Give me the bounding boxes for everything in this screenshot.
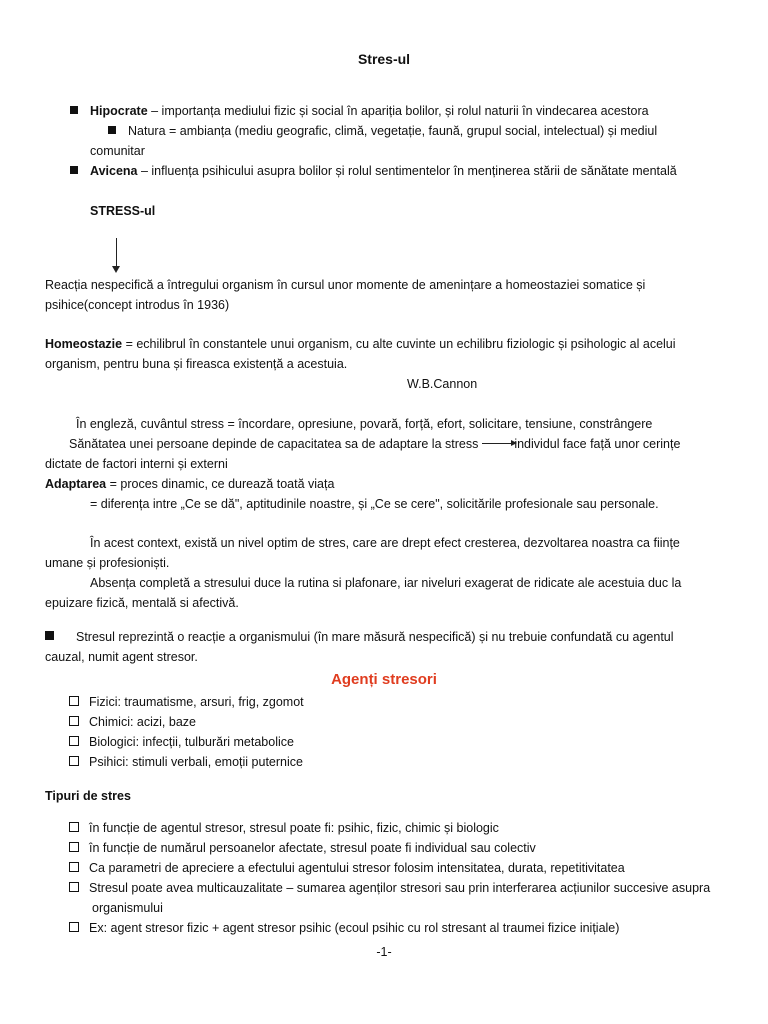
bullet-avicena: Avicena – influența psihicului asupra bolilor și rolul sentimentelor în menținerea stării de sănătate mentală: [70, 161, 677, 181]
context-line-3: Absența completă a stresului duce la rutina si plafonare, iar niveluri exagerat de ridicate ale acestuia duc la: [90, 576, 682, 590]
stress-heading: STRESS-ul: [90, 204, 156, 218]
page-title: Stres-ul: [357, 51, 411, 67]
context-line-4: epuizare fizică, mentală si afectivă.: [45, 596, 239, 610]
checkbox-bullet-icon: [69, 756, 79, 766]
arrow-right-icon: [482, 443, 512, 444]
agents-heading: Agenți stresori: [331, 671, 437, 688]
health-line-1: Sănătatea unei persoane depinde de capacitatea sa de adaptare la stress individul face față unor cerințe: [69, 437, 681, 451]
agent-item-fizici: Fizici: traumatisme, arsuri, frig, zgomot: [69, 692, 304, 712]
type-item: Ex: agent stresor fizic + agent stresor psihic (ecoul psihic cu rol stresant al traumei fizice inițiale): [69, 918, 619, 938]
reaction-line-2: psihice(concept introdus în 1936): [45, 298, 230, 312]
english-definition: În engleză, cuvântul stress = încordare, opresiune, povară, forță, efort, solicitare, tensiune, constrângere: [76, 417, 653, 431]
stress-definition-line-2: cauzal, numit agent stresor.: [45, 650, 198, 664]
bullet-natura-continued: comunitar: [90, 144, 145, 158]
checkbox-bullet-icon: [69, 862, 79, 872]
types-heading: Tipuri de stres: [45, 789, 131, 803]
bullet-natura: Natura = ambianța (mediu geografic, climă, vegetație, faună, grupul social, intelectual) și mediul: [108, 121, 657, 141]
checkbox-bullet-icon: [69, 922, 79, 932]
checkbox-bullet-icon: [69, 696, 79, 706]
type-item: în funcție de agentul stresor, stresul poate fi: psihic, fizic, chimic și biologic: [69, 818, 499, 838]
homeostasis-line-1: Homeostazie = echilibrul în constantele unui organism, cu alte cuvinte un echilibru fiziologic și psihologic al acelui: [45, 337, 676, 351]
adaptation-line-1: Adaptarea = proces dinamic, ce durează toată viața: [45, 477, 335, 491]
arrow-down-icon: [116, 238, 117, 268]
bullet-hipocrate: Hipocrate – importanța mediului fizic și social în apariția bolilor, și rolul naturii în vindecarea acestora: [70, 101, 649, 121]
type-item: Ca parametri de apreciere a efectului agentului stresor folosim intensitatea, durata, repetitivitatea: [69, 858, 625, 878]
context-line-1: În acest context, există un nivel optim de stres, care are drept efect cresterea, dezvoltarea noastra ca ființe: [90, 536, 680, 550]
agent-item-biologici: Biologici: infecții, tulburări metabolice: [69, 732, 294, 752]
page-number: -1-: [376, 945, 392, 959]
type-item: în funcție de numărul persoanelor afectate, stresul poate fi individual sau colectiv: [69, 838, 536, 858]
checkbox-bullet-icon: [69, 736, 79, 746]
checkbox-bullet-icon: [69, 882, 79, 892]
checkbox-bullet-icon: [69, 822, 79, 832]
type-item-continued: organismului: [92, 901, 163, 915]
health-line-2: dictate de factori interni și externi: [45, 457, 228, 471]
context-line-2: umane și profesioniști.: [45, 556, 170, 570]
checkbox-bullet-icon: [69, 716, 79, 726]
square-bullet-icon: [70, 106, 78, 114]
stress-definition-line-1: Stresul reprezintă o reacție a organismului (în mare măsură nespecifică) și nu trebuie confundată cu agentul: [45, 627, 674, 647]
square-bullet-icon: [70, 166, 78, 174]
adaptation-line-2: = diferența intre „Ce se dă", aptitudinile noastre, și „Ce se cere", solicitările profesionale sau personale.: [90, 497, 659, 511]
checkbox-bullet-icon: [69, 842, 79, 852]
homeostasis-line-2: organism, pentru buna și fireasca existență a acestuia.: [45, 357, 348, 371]
type-item: Stresul poate avea multicauzalitate – sumarea agenților stresori sau prin interferarea acțiunilor succesive asupra: [69, 878, 710, 898]
square-bullet-icon: [108, 126, 116, 134]
homeostasis-author: W.B.Cannon: [407, 377, 478, 391]
agent-item-psihici: Psihici: stimuli verbali, emoții puternice: [69, 752, 303, 772]
reaction-line-1: Reacția nespecifică a întregului organism în cursul unor momente de amenințare a homeostaziei somatice și: [45, 278, 646, 292]
agent-item-chimici: Chimici: acizi, baze: [69, 712, 196, 732]
square-bullet-icon: [45, 631, 54, 640]
arrow-down-head-icon: [112, 266, 120, 273]
